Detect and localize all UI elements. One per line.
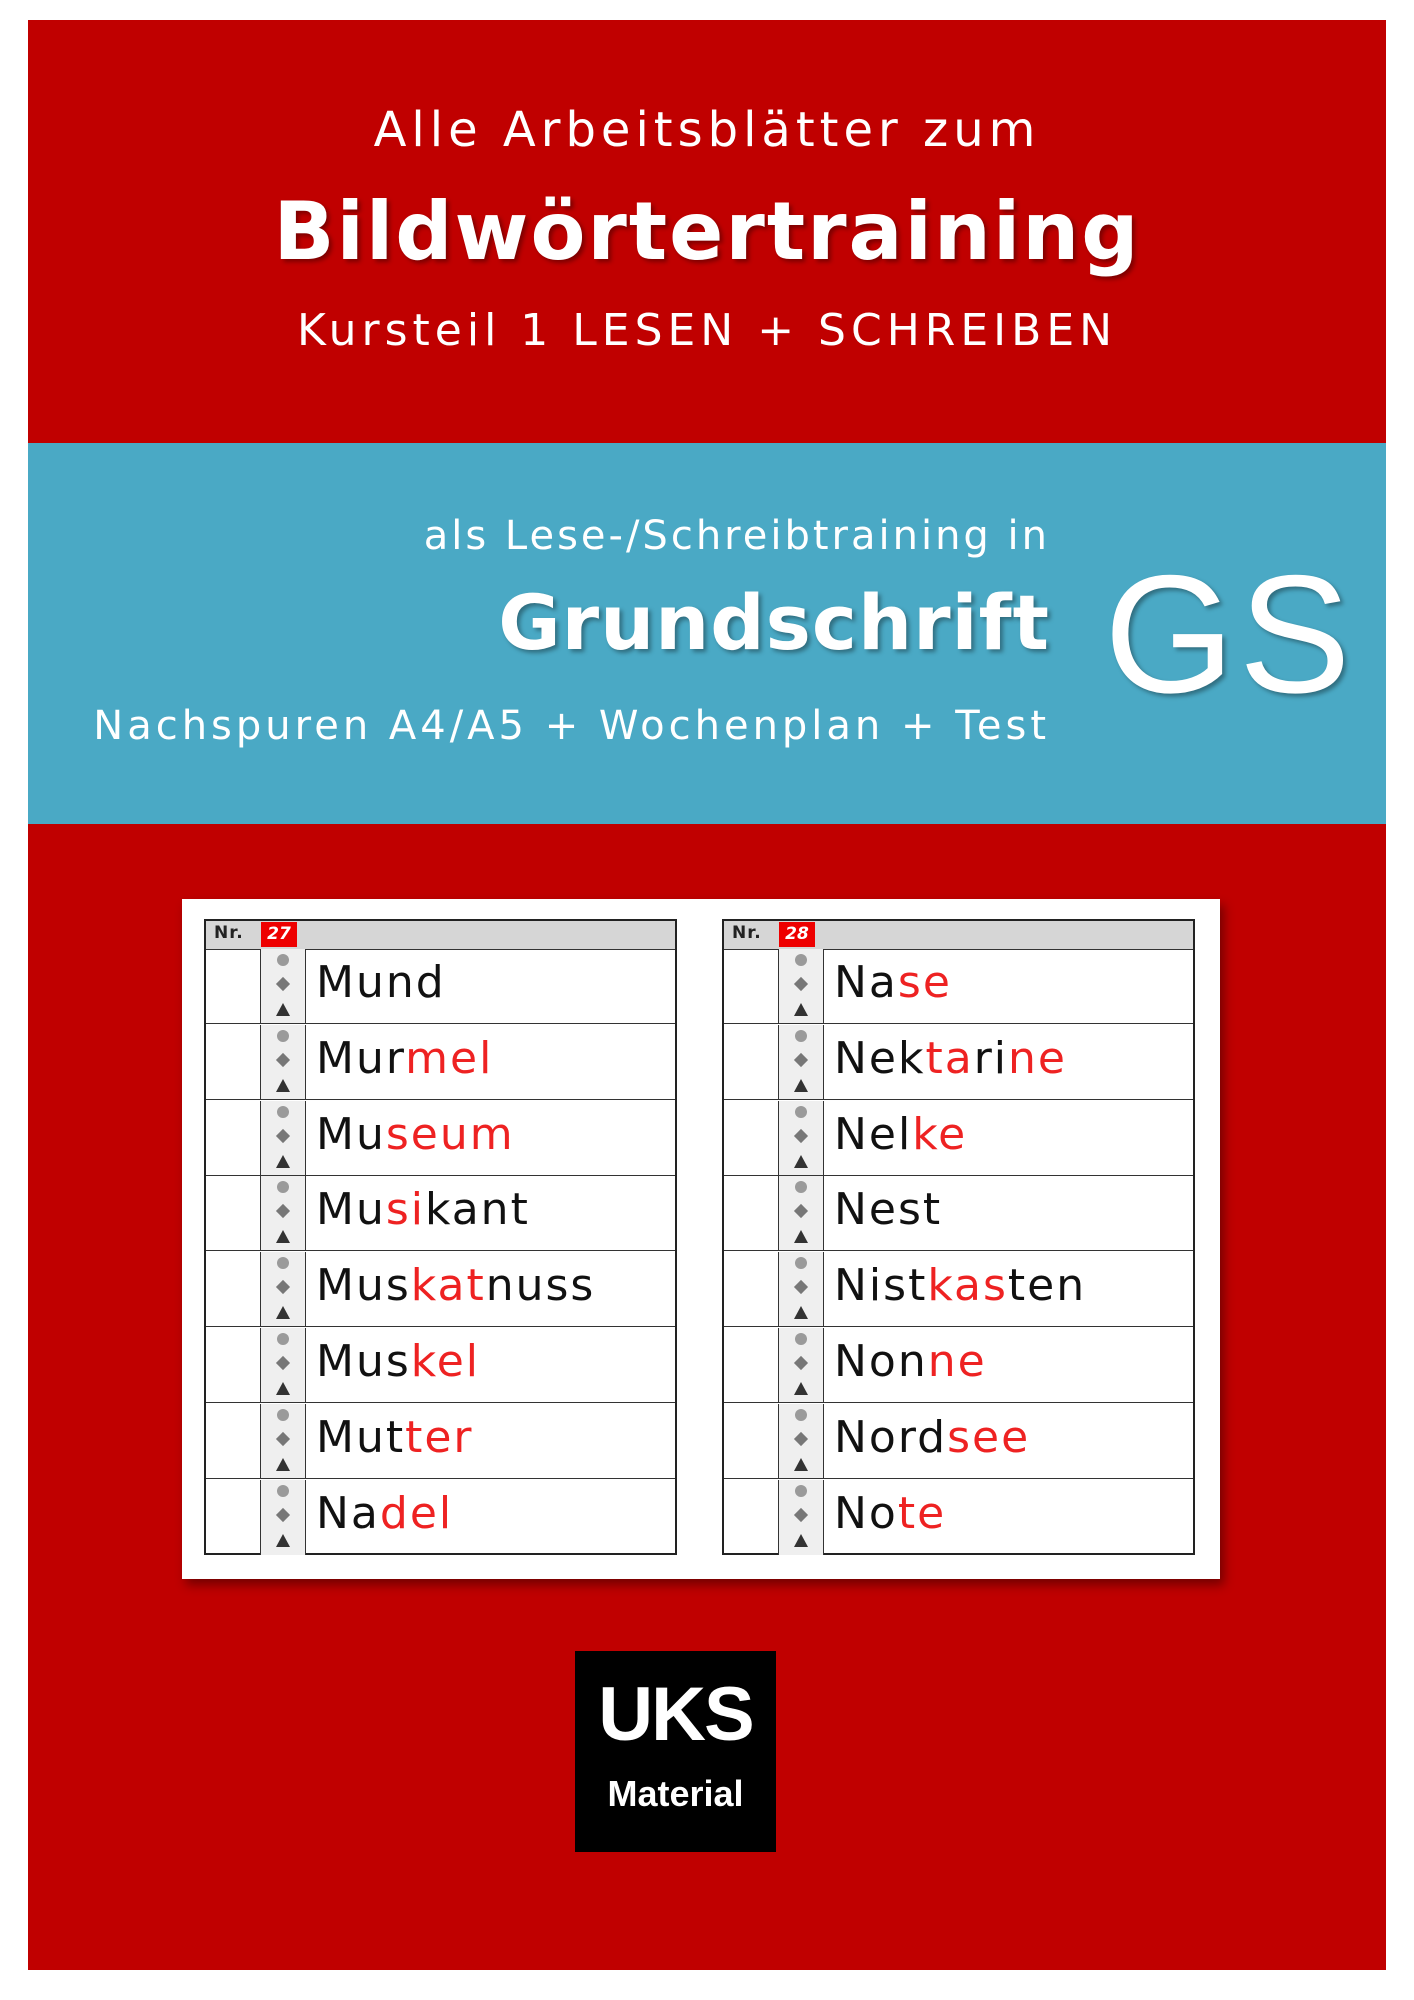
circle-icon <box>795 1409 807 1421</box>
word-text <box>834 1033 1067 1084</box>
diamond-icon <box>276 1280 290 1294</box>
word-row <box>206 1328 675 1403</box>
word-text <box>834 1260 1086 1311</box>
syllable-highlight: ne <box>927 1336 987 1387</box>
syllable-highlight: del <box>379 1487 454 1539</box>
band-title: Grundschrift <box>498 578 1050 667</box>
word-card-27 <box>204 919 677 1555</box>
word-text <box>316 1412 474 1463</box>
word-row <box>206 949 675 1024</box>
diamond-icon <box>276 977 290 991</box>
word-row <box>206 1480 675 1555</box>
circle-icon <box>277 1181 289 1193</box>
diamond-icon <box>794 977 808 991</box>
number-cell <box>206 1404 261 1478</box>
word-row <box>724 1404 1193 1479</box>
symbol-cell <box>779 1252 824 1326</box>
symbol-cell <box>779 1101 824 1175</box>
number-cell <box>206 1480 261 1555</box>
circle-icon <box>277 1485 289 1497</box>
word-text <box>316 1488 453 1539</box>
number-cell <box>206 1328 261 1402</box>
symbol-cell <box>779 1480 824 1555</box>
gs-badge: GS <box>1104 540 1355 728</box>
number-cell <box>206 1252 261 1326</box>
number-cell <box>724 1101 779 1175</box>
circle-icon <box>795 1030 807 1042</box>
number-cell <box>724 1025 779 1099</box>
number-cell <box>724 1404 779 1478</box>
syllable: ri <box>973 1032 1009 1084</box>
diamond-icon <box>276 1204 290 1218</box>
syllable-highlight: ter <box>405 1411 474 1463</box>
syllable-highlight: ne <box>1008 1032 1067 1084</box>
circle-icon <box>795 1333 807 1345</box>
word-row <box>206 1404 675 1479</box>
circle-icon <box>795 1485 807 1497</box>
symbol-cell <box>261 1480 306 1555</box>
diamond-icon <box>276 1508 290 1522</box>
word-row <box>206 1252 675 1327</box>
worksheet-preview <box>182 899 1220 1579</box>
band-contents: Nachspuren A4/A5 + Wochenplan + Test <box>93 703 1050 749</box>
word-row <box>724 1101 1193 1176</box>
syllable: Nel <box>834 1108 913 1160</box>
symbol-cell <box>779 1404 824 1478</box>
syllable-highlight: kel <box>410 1336 480 1387</box>
word-text <box>834 1412 1030 1463</box>
word-row <box>724 1176 1193 1251</box>
diamond-icon <box>794 1204 808 1218</box>
syllable-highlight: kas <box>927 1260 1008 1312</box>
number-cell <box>724 1480 779 1555</box>
syllable-highlight: mel <box>405 1032 494 1084</box>
symbol-cell <box>261 1252 306 1326</box>
syllable-highlight: see <box>947 1411 1031 1463</box>
symbol-cell <box>779 1025 824 1099</box>
syllable: Mu <box>316 1108 386 1160</box>
syllable-highlight: te <box>897 1487 947 1539</box>
word-row <box>206 1101 675 1176</box>
triangle-icon <box>276 1079 290 1092</box>
symbol-cell <box>779 1328 824 1402</box>
word-text <box>834 1488 946 1539</box>
logo-sub: Material <box>607 1773 744 1814</box>
symbol-cell <box>261 949 306 1023</box>
word-text <box>834 1109 967 1160</box>
number-cell <box>206 949 261 1023</box>
diamond-icon <box>276 1356 290 1370</box>
number-cell <box>724 949 779 1023</box>
word-row <box>724 1025 1193 1100</box>
number-cell <box>206 1176 261 1250</box>
number-cell <box>724 1252 779 1326</box>
number-cell <box>724 1328 779 1402</box>
triangle-icon <box>794 1230 808 1243</box>
word-text <box>316 1184 530 1235</box>
diamond-icon <box>794 1508 808 1522</box>
syllable-highlight: si <box>385 1184 426 1236</box>
diamond-icon <box>276 1432 290 1446</box>
symbol-cell <box>261 1404 306 1478</box>
word-row <box>724 1480 1193 1555</box>
syllable: kant <box>425 1184 530 1236</box>
symbol-cell <box>261 1101 306 1175</box>
syllable-highlight: seum <box>385 1108 515 1160</box>
number-cell <box>724 1176 779 1250</box>
word-row <box>724 1252 1193 1327</box>
word-text <box>316 1336 480 1387</box>
card-header <box>206 921 675 950</box>
triangle-icon <box>276 1306 290 1319</box>
symbol-cell <box>261 1025 306 1099</box>
syllable: Non <box>834 1336 928 1387</box>
symbol-cell <box>779 1176 824 1250</box>
syllable: Nest <box>834 1184 943 1236</box>
diamond-icon <box>794 1432 808 1446</box>
triangle-icon <box>276 1155 290 1168</box>
triangle-icon <box>276 1534 290 1547</box>
word-card-28 <box>722 919 1195 1555</box>
uks-logo <box>575 1651 776 1852</box>
word-row <box>206 1176 675 1251</box>
diamond-icon <box>794 1129 808 1143</box>
syllable: Nek <box>834 1032 926 1084</box>
triangle-icon <box>794 1306 808 1319</box>
syllable: Mund <box>316 957 446 1008</box>
triangle-icon <box>276 1382 290 1395</box>
triangle-icon <box>794 1003 808 1016</box>
syllable: Mus <box>316 1336 411 1387</box>
circle-icon <box>277 1257 289 1269</box>
circle-icon <box>795 1106 807 1118</box>
word-text <box>834 957 952 1008</box>
syllable: Nist <box>834 1260 928 1312</box>
number-cell <box>206 1101 261 1175</box>
word-row <box>724 949 1193 1024</box>
band-intro: als Lese-/Schreibtraining in <box>423 513 1050 559</box>
triangle-icon <box>794 1534 808 1547</box>
circle-icon <box>795 1181 807 1193</box>
syllable: No <box>834 1487 898 1539</box>
card-number: 28 <box>779 922 815 947</box>
syllable: Mus <box>316 1260 411 1312</box>
number-cell <box>206 1025 261 1099</box>
triangle-icon <box>276 1458 290 1471</box>
blue-band <box>28 443 1386 824</box>
symbol-cell <box>261 1176 306 1250</box>
syllable: ten <box>1007 1260 1087 1312</box>
syllable: Mu <box>316 1184 386 1236</box>
syllable: Nord <box>834 1411 948 1463</box>
diamond-icon <box>794 1280 808 1294</box>
syllable: Na <box>316 1487 380 1539</box>
intro-line: Alle Arbeitsblätter zum <box>373 102 1041 158</box>
nr-label: Nr. <box>732 923 762 943</box>
word-text <box>316 1033 493 1084</box>
syllable: nuss <box>485 1260 596 1312</box>
syllable: Mur <box>316 1032 406 1084</box>
word-text <box>316 1109 515 1160</box>
triangle-icon <box>794 1155 808 1168</box>
syllable-highlight: ta <box>925 1032 974 1084</box>
main-title: Bildwörtertraining <box>273 185 1141 278</box>
word-text <box>834 1336 987 1387</box>
word-text <box>316 1260 595 1311</box>
triangle-icon <box>794 1079 808 1092</box>
circle-icon <box>277 1333 289 1345</box>
diamond-icon <box>794 1356 808 1370</box>
word-text <box>834 1184 942 1235</box>
course-subtitle: Kursteil 1 LESEN + SCHREIBEN <box>296 305 1118 356</box>
word-row <box>724 1328 1193 1403</box>
syllable-highlight: se <box>897 957 952 1008</box>
diamond-icon <box>276 1129 290 1143</box>
circle-icon <box>795 954 807 966</box>
card-number: 27 <box>261 922 297 947</box>
diamond-icon <box>794 1053 808 1067</box>
circle-icon <box>277 1409 289 1421</box>
card-header <box>724 921 1193 950</box>
syllable-highlight: kat <box>410 1260 486 1312</box>
symbol-cell <box>779 949 824 1023</box>
triangle-icon <box>794 1458 808 1471</box>
logo-brand: UKS <box>598 1672 753 1757</box>
circle-icon <box>795 1257 807 1269</box>
syllable: Na <box>834 957 898 1008</box>
diamond-icon <box>276 1053 290 1067</box>
word-text <box>316 957 446 1008</box>
word-row <box>206 1025 675 1100</box>
circle-icon <box>277 954 289 966</box>
nr-label: Nr. <box>214 923 244 943</box>
symbol-cell <box>261 1328 306 1402</box>
triangle-icon <box>276 1003 290 1016</box>
syllable: Mut <box>316 1411 406 1463</box>
triangle-icon <box>276 1230 290 1243</box>
circle-icon <box>277 1030 289 1042</box>
triangle-icon <box>794 1382 808 1395</box>
circle-icon <box>277 1106 289 1118</box>
syllable-highlight: ke <box>912 1108 968 1160</box>
